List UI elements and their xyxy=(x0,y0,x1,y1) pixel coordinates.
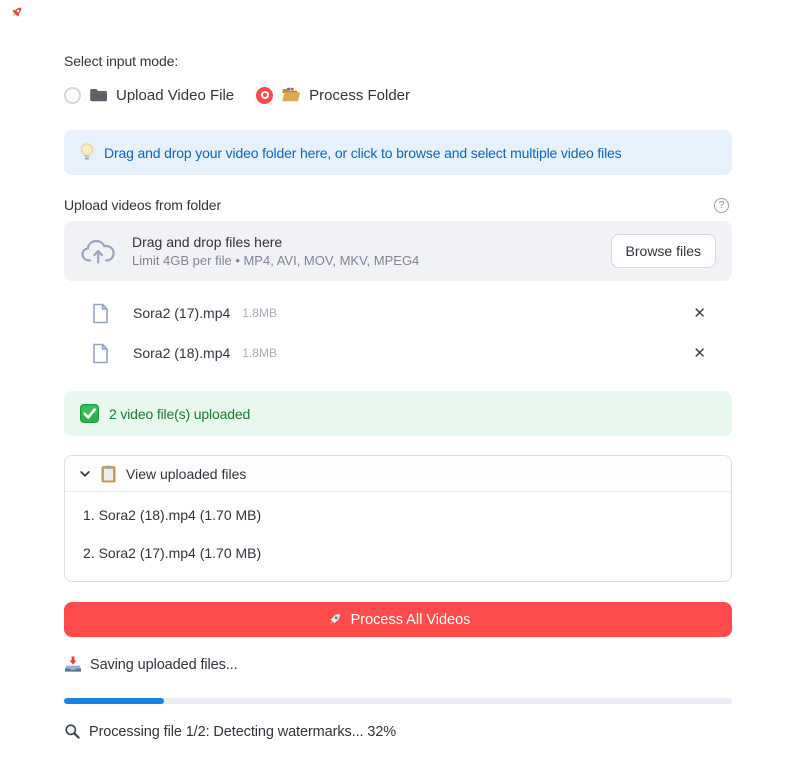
dropzone-texts xyxy=(132,234,419,268)
dropzone[interactable] xyxy=(64,221,732,281)
success-alert xyxy=(64,391,732,436)
saving-status-text: Saving uploaded files... xyxy=(90,656,238,673)
cloud-upload-icon xyxy=(80,238,118,265)
mini-rocket-icon xyxy=(10,5,24,19)
browse-files-button[interactable]: Browse files xyxy=(611,234,716,268)
help-icon[interactable]: ? xyxy=(714,198,729,213)
file-icon xyxy=(92,343,109,364)
input-mode-group xyxy=(64,53,732,105)
input-mode-label: Select input mode: xyxy=(64,53,179,69)
expander-content xyxy=(65,492,731,581)
processing-status-text: Processing file 1/2: Detecting watermarks... 32% xyxy=(89,723,397,740)
chevron-down-icon xyxy=(79,468,91,480)
input-mode-options xyxy=(64,85,732,105)
file-name: Sora2 (17).mp4 xyxy=(133,305,231,321)
file-size: 1.8MB xyxy=(242,306,277,320)
progress-bar xyxy=(64,698,732,704)
saving-status xyxy=(64,656,732,673)
radio-selected-icon[interactable] xyxy=(256,87,273,104)
radio-option-process-folder[interactable] xyxy=(256,87,410,104)
rocket-icon xyxy=(326,611,343,628)
folder-closed-icon xyxy=(89,87,108,103)
radio-option-label: Upload Video File xyxy=(116,86,235,104)
lightbulb-icon xyxy=(80,143,94,162)
folder-open-icon xyxy=(281,87,301,103)
uploader-label: Upload videos from folder xyxy=(64,197,222,213)
file-name: Sora2 (18).mp4 xyxy=(133,345,231,361)
file-row xyxy=(64,298,732,328)
progress-fill xyxy=(64,698,164,704)
inbox-tray-icon xyxy=(64,656,82,673)
info-alert xyxy=(64,130,732,175)
uploaded-file-entry: 2. Sora2 (17).mp4 (1.70 MB) xyxy=(83,545,262,561)
dropzone-title: Drag and drop files here xyxy=(132,234,283,250)
file-size: 1.8MB xyxy=(242,346,277,360)
radio-option-label: Process Folder xyxy=(309,86,411,104)
process-all-videos-label: Process All Videos xyxy=(350,611,471,628)
remove-file-button[interactable]: ✕ xyxy=(689,342,710,365)
main-content xyxy=(64,0,732,740)
uploaded-file-entry: 1. Sora2 (18).mp4 (1.70 MB) xyxy=(83,507,262,523)
expander-title: View uploaded files xyxy=(126,465,247,482)
dropzone-limit: Limit 4GB per file • MP4, AVI, MOV, MKV, MPEG4 xyxy=(132,253,420,268)
processing-status xyxy=(64,723,732,740)
clipboard-icon xyxy=(101,465,116,483)
magnifier-icon xyxy=(64,723,81,740)
check-mark-icon xyxy=(80,404,99,423)
file-icon xyxy=(92,303,109,324)
file-row xyxy=(64,338,732,368)
uploader-label-row xyxy=(64,197,732,213)
remove-file-button[interactable]: ✕ xyxy=(689,302,710,325)
process-all-videos-button[interactable] xyxy=(64,602,732,637)
info-alert-text: Drag and drop your video folder here, or click to browse and select multiple video files xyxy=(104,144,622,161)
uploaded-files-expander xyxy=(64,455,732,582)
success-alert-text: 2 video file(s) uploaded xyxy=(109,405,251,422)
expander-header[interactable] xyxy=(65,456,731,492)
radio-unselected-icon[interactable] xyxy=(64,87,81,104)
radio-option-upload-video-file[interactable] xyxy=(64,87,234,104)
